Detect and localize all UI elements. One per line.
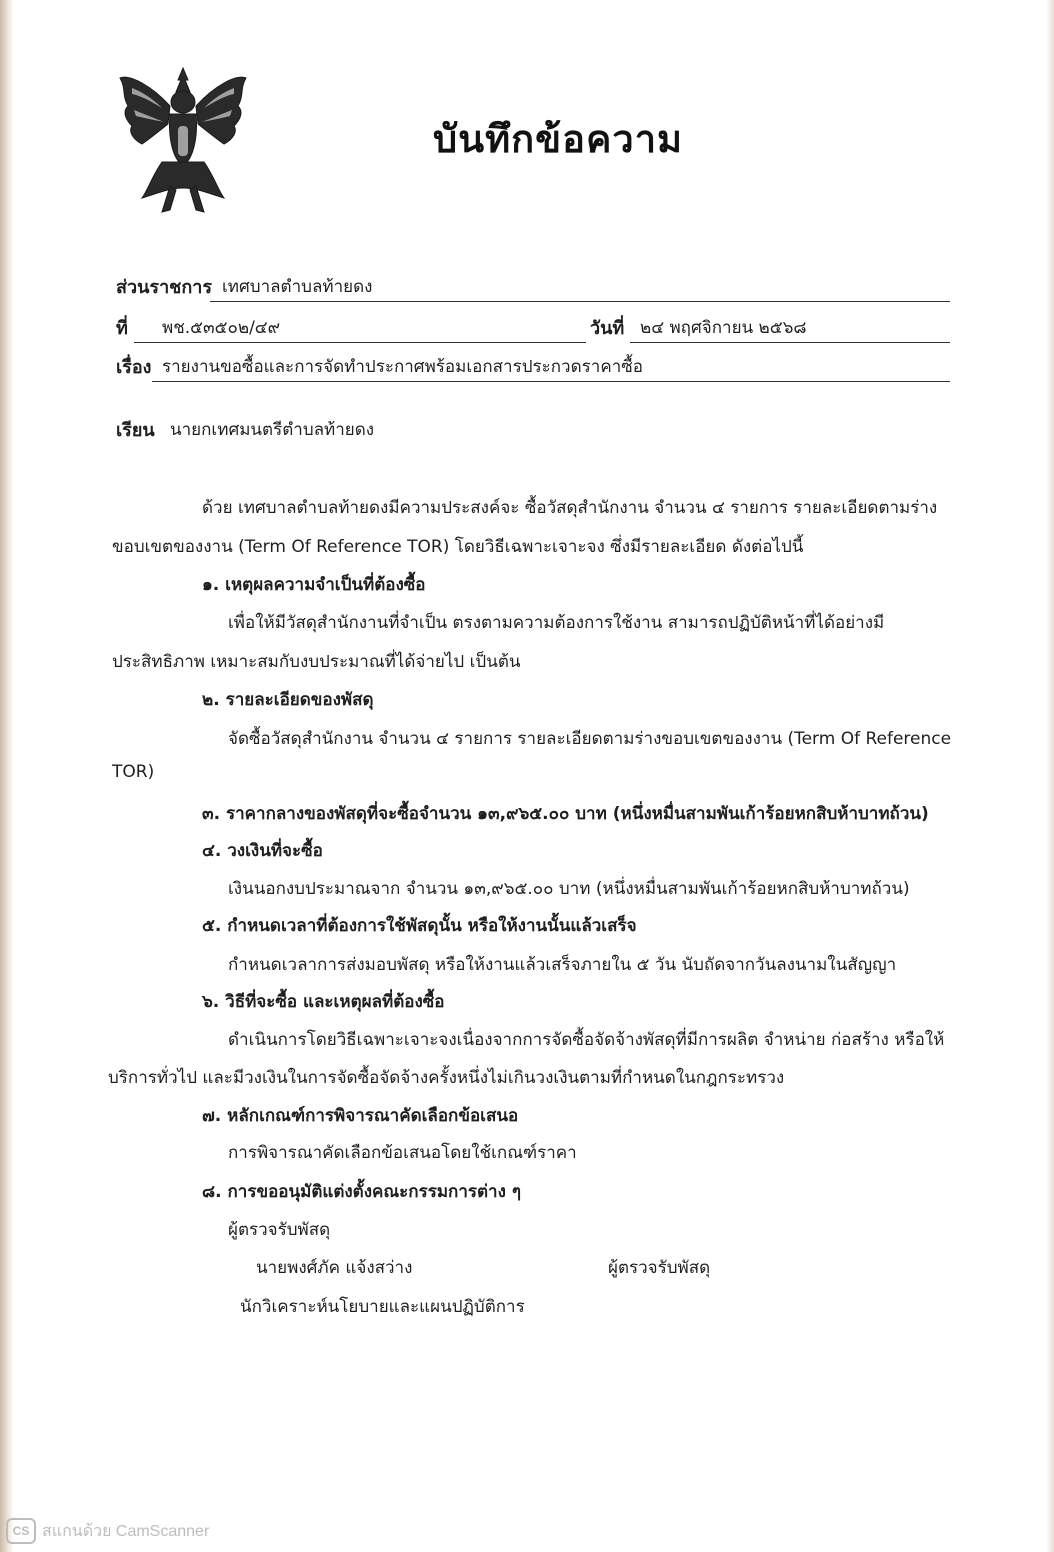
section-7-heading: ๗. หลักเกณฑ์การพิจารณาคัดเลือกข้อเสนอ (202, 1106, 519, 1126)
agency-rule (210, 301, 950, 302)
scan-edge-right (1046, 0, 1054, 1552)
section-6-line-1: ดำเนินการโดยวิธีเฉพาะเจาะจงเนื่องจากการจัดซื้อจัดจ้างพัสดุที่มีการผลิต จำหน่าย ก่อสร้าง หรือให้ (228, 1030, 945, 1050)
ref-value: พช.๕๓๕๐๒/๔๙ (162, 318, 281, 338)
section-2-line-2: TOR) (112, 762, 155, 782)
to-value: นายกเทศมนตรีตำบลท้ายดง (170, 420, 375, 440)
section-6-heading: ๖. วิธีที่จะซื้อ และเหตุผลที่ต้องซื้อ (202, 992, 445, 1012)
agency-value: เทศบาลตำบลท้ายดง (222, 277, 373, 297)
section-8-subheading: ผู้ตรวจรับพัสดุ (228, 1220, 331, 1240)
section-1-line-1: เพื่อให้มีวัสดุสำนักงานที่จำเป็น ตรงตามความต้องการใช้งาน สามารถปฏิบัติหน้าที่ได้อย่างมี (228, 613, 885, 633)
section-2-line-1: จัดซื้อวัสดุสำนักงาน จำนวน ๔ รายการ รายละเอียดตามร่างขอบเขตของงาน (Term Of Reference (228, 729, 952, 749)
section-3-line: ๓. ราคากลางของพัสดุที่จะซื้อจำนวน ๑๓,๙๖๕.๐๐ บาท (หนึ่งหมื่นสามพันเก้าร้อยหกสิบห้าบาทถ้วน) (202, 804, 929, 824)
scan-edge-left (0, 0, 14, 1552)
committee-member-name: นายพงศ์ภัค แจ้งสว่าง (256, 1258, 413, 1278)
subject-value: รายงานขอซื้อและการจัดทำประกาศพร้อมเอกสารประกวดราคาซื้อ (162, 357, 643, 377)
section-1-heading: ๑. เหตุผลความจำเป็นที่ต้องซื้อ (202, 575, 426, 595)
memo-title: บันทึกข้อความ (433, 117, 684, 161)
subject-label: เรื่อง (116, 357, 152, 378)
date-rule (630, 342, 950, 343)
section-1-line-2: ประสิทธิภาพ เหมาะสมกับงบประมาณที่ได้จ่ายไป เป็นต้น (112, 652, 521, 672)
date-value: ๒๔ พฤศจิกายน ๒๕๖๘ (640, 318, 807, 338)
ref-rule (134, 342, 586, 343)
section-4-line-1: เงินนอกงบประมาณจาก จำนวน ๑๓,๙๖๕.๐๐ บาท (หนึ่งหมื่นสามพันเก้าร้อยหกสิบห้าบาทถ้วน) (228, 879, 910, 899)
subject-rule (152, 381, 950, 382)
intro-line-2: ขอบเขตของงาน (Term Of Reference TOR) โดยวิธีเฉพาะเจาะจง ซึ่งมีรายละเอียด ดังต่อไปนี้ (112, 537, 804, 557)
camscanner-watermark (6, 1518, 209, 1544)
camscanner-logo-icon: CS (6, 1518, 36, 1544)
committee-member-role: ผู้ตรวจรับพัสดุ (608, 1258, 711, 1278)
section-5-line-1: กำหนดเวลาการส่งมอบพัสดุ หรือให้งานแล้วเสร็จภายใน ๕ วัน นับถัดจากวันลงนามในสัญญา (228, 955, 897, 975)
committee-member-position: นักวิเคราะห์นโยบายและแผนปฏิบัติการ (240, 1297, 525, 1317)
section-5-heading: ๕. กำหนดเวลาที่ต้องการใช้พัสดุนั้น หรือให้งานนั้นแล้วเสร็จ (202, 916, 637, 936)
camscanner-text: สแกนด้วย CamScanner (42, 1522, 210, 1540)
intro-line-1: ด้วย เทศบาลตำบลท้ายดงมีความประสงค์จะ ซื้อวัสดุสำนักงาน จำนวน ๔ รายการ รายละเอียดตามร่าง (202, 498, 938, 518)
section-8-heading: ๘. การขออนุมัติแต่งตั้งคณะกรรมการต่าง ๆ (202, 1182, 521, 1202)
date-label: วันที่ (590, 318, 625, 339)
section-4-heading: ๔. วงเงินที่จะซื้อ (202, 841, 323, 861)
section-6-line-2: บริการทั่วไป และมีวงเงินในการจัดซื้อจัดจ้างครั้งหนึ่งไม่เกินวงเงินตามที่กำหนดในกฎกระทรวง (108, 1068, 785, 1088)
agency-label: ส่วนราชการ (116, 277, 213, 298)
section-7-line-1: การพิจารณาคัดเลือกข้อเสนอโดยใช้เกณฑ์ราคา (228, 1143, 577, 1163)
to-label: เรียน (116, 420, 155, 441)
section-2-heading: ๒. รายละเอียดของพัสดุ (202, 690, 374, 710)
garuda-emblem-icon (112, 66, 254, 218)
ref-label: ที่ (116, 318, 128, 339)
